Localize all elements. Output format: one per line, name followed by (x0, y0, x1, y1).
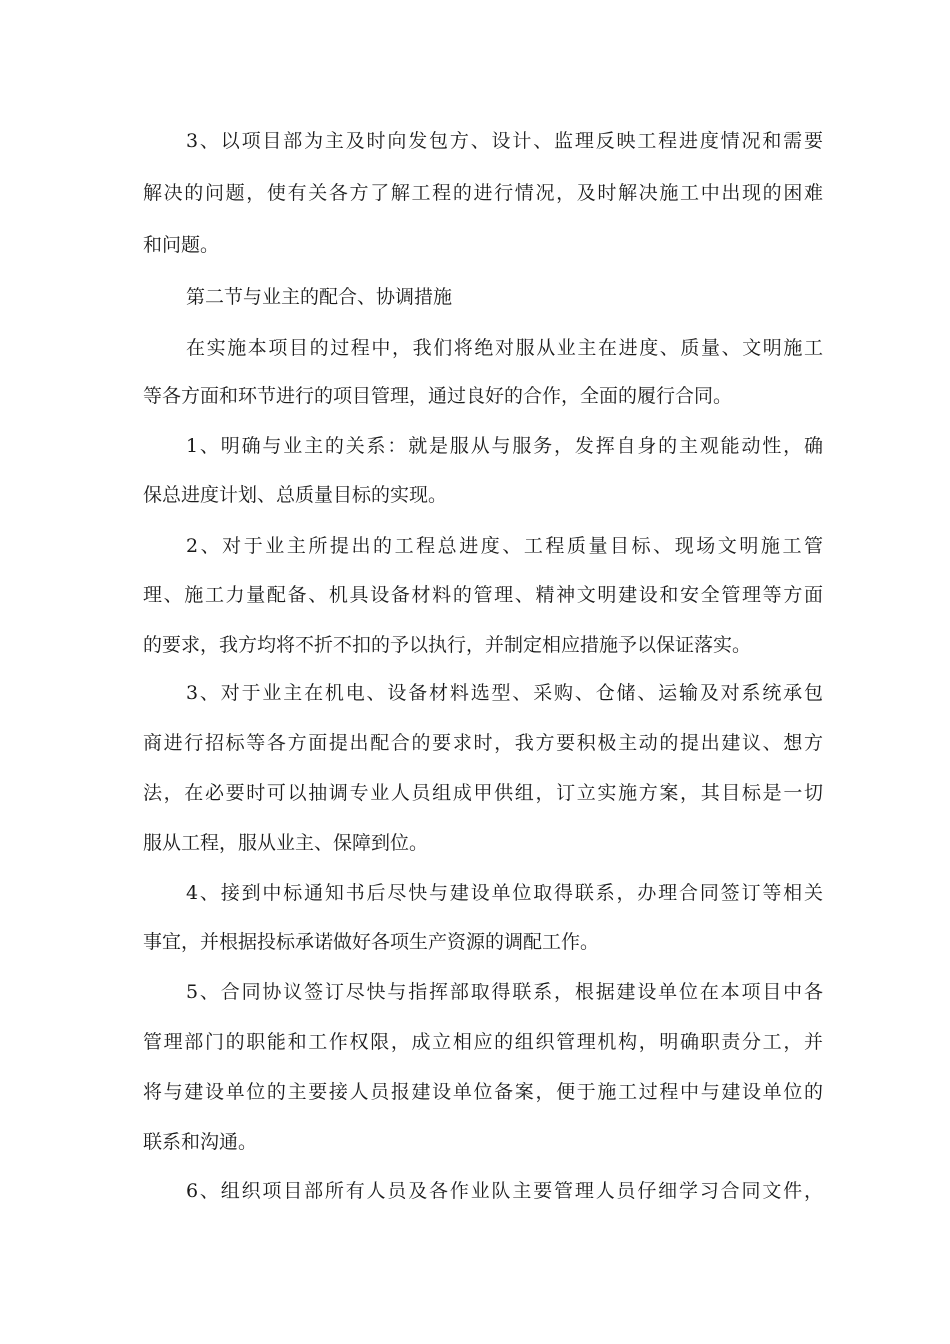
paragraph-line: 将与建设单位的主要接人员报建设单位备案，便于施工过程中与建设单位的 (143, 1081, 823, 1103)
paragraph-line: 和问题。 (143, 234, 220, 256)
paragraph-line: 解决的问题，使有关各方了解工程的进行情况，及时解决施工中出现的困难 (143, 182, 823, 204)
paragraph-line: 理、施工力量配备、机具设备材料的管理、精神文明建设和安全管理等方面 (143, 584, 823, 606)
paragraph-line: 服从工程，服从业主、保障到位。 (143, 832, 429, 854)
paragraph-line: 3、以项目部为主及时向发包方、设计、监理反映工程进度情况和需要 (186, 130, 823, 152)
paragraph-line: 商进行招标等各方面提出配合的要求时，我方要积极主动的提出建议、想方 (143, 732, 823, 754)
paragraph-line: 法，在必要时可以抽调专业人员组成甲供组，订立实施方案，其目标是一切 (143, 782, 823, 804)
paragraph-line: 事宜，并根据投标承诺做好各项生产资源的调配工作。 (143, 931, 600, 953)
paragraph-line: 保总进度计划、总质量目标的实现。 (143, 484, 448, 506)
paragraph-line: 等各方面和环节进行的项目管理，通过良好的合作，全面的履行合同。 (143, 385, 733, 407)
paragraph-line: 联系和沟通。 (143, 1131, 258, 1153)
paragraph-line: 3、对于业主在机电、设备材料选型、采购、仓储、运输及对系统承包 (186, 682, 823, 704)
section-heading: 第二节与业主的配合、协调措施 (186, 286, 453, 308)
paragraph-line: 管理部门的职能和工作权限，成立相应的组织管理机构，明确职责分工，并 (143, 1031, 823, 1053)
paragraph-line: 1、明确与业主的关系：就是服从与服务，发挥自身的主观能动性，确 (186, 435, 823, 457)
paragraph-line: 的要求，我方均将不折不扣的予以执行，并制定相应措施予以保证落实。 (143, 634, 752, 656)
paragraph-line: 4、接到中标通知书后尽快与建设单位取得联系，办理合同签订等相关 (186, 882, 823, 904)
paragraph-line: 5、合同协议签订尽快与指挥部取得联系，根据建设单位在本项目中各 (186, 981, 823, 1003)
paragraph-line: 在实施本项目的过程中，我们将绝对服从业主在进度、质量、文明施工 (186, 337, 823, 359)
paragraph-line: 6、组织项目部所有人员及各作业队主要管理人员仔细学习合同文件， (186, 1180, 823, 1202)
paragraph-line: 2、对于业主所提出的工程总进度、工程质量目标、现场文明施工管 (186, 535, 823, 557)
